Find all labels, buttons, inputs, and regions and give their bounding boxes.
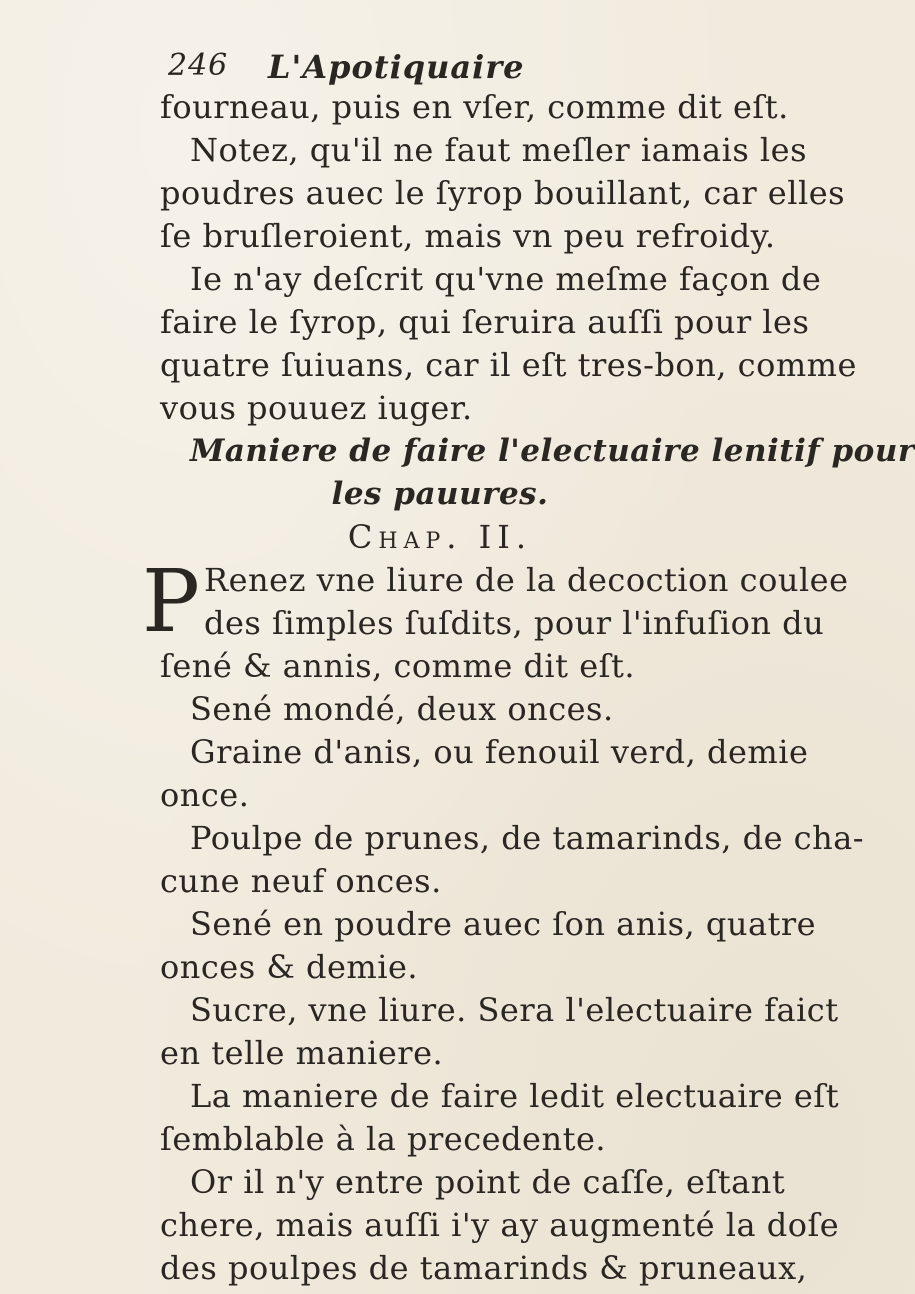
text-line: des poulpes de tamarinds & pruneaux, (160, 1249, 808, 1287)
section-title-continued: les pauures. (331, 476, 549, 512)
text-line: Ie n'ay deſcrit qu'vne meſme façon de (190, 260, 822, 298)
text-line: ſené & annis, comme dit eſt. (160, 647, 635, 685)
text-line: chere, mais auſſi i'y ay augmenté la doſe (160, 1206, 840, 1244)
text-line: en telle maniere. (160, 1034, 444, 1072)
text-line: Graine d'anis, ou fenouil verd, demie (190, 733, 809, 771)
text-line: des ſimples ſuſdits, pour l'infuſion du (204, 604, 825, 642)
section-title: Maniere de faire l'electuaire lenitif pour (190, 433, 915, 469)
text-line: vous pouuez iuger. (160, 389, 473, 427)
page-number: 246 (168, 48, 229, 83)
text-line: onces & demie. (160, 948, 419, 986)
text-line: Or il n'y entre point de caſſe, eſtant (190, 1163, 786, 1201)
text-line: Sucre, vne liure. Sera l'electuaire faict (190, 991, 839, 1029)
chapter-heading: Chap. II. (347, 518, 533, 556)
text-line: Sené en poudre auec ſon anis, quatre (190, 905, 817, 943)
text-line: La maniere de faire ledit electuaire eſt (190, 1077, 840, 1115)
text-line: faire le ſyrop, qui ſeruira auſſi pour les (160, 303, 810, 341)
text-line: once. (160, 776, 250, 814)
drop-cap: P (142, 552, 201, 652)
text-line: ſe bruſleroient, mais vn peu refroidy. (160, 217, 776, 255)
text-line: poudres auec le ſyrop bouillant, car elles (160, 174, 846, 212)
text-line: cune neuf onces. (160, 862, 442, 900)
running-title: L'Apotiquaire (268, 48, 525, 86)
text-line-content: Renez vne liure de la decoction coulee (204, 561, 849, 599)
text-line: ſemblable à la precedente. (160, 1120, 607, 1158)
text-line: fourneau, puis en vſer, comme dit eſt. (160, 88, 789, 126)
text-line: Poulpe de prunes, de tamarinds, de cha- (190, 819, 865, 857)
text-line: Notez, qu'il ne faut meſler iamais les (190, 131, 807, 169)
page-text (142, 86, 915, 1290)
text-line: quatre ſuiuans, car il eſt tres-bon, comme (160, 346, 857, 384)
text-line: Sené mondé, deux onces. (190, 690, 614, 728)
